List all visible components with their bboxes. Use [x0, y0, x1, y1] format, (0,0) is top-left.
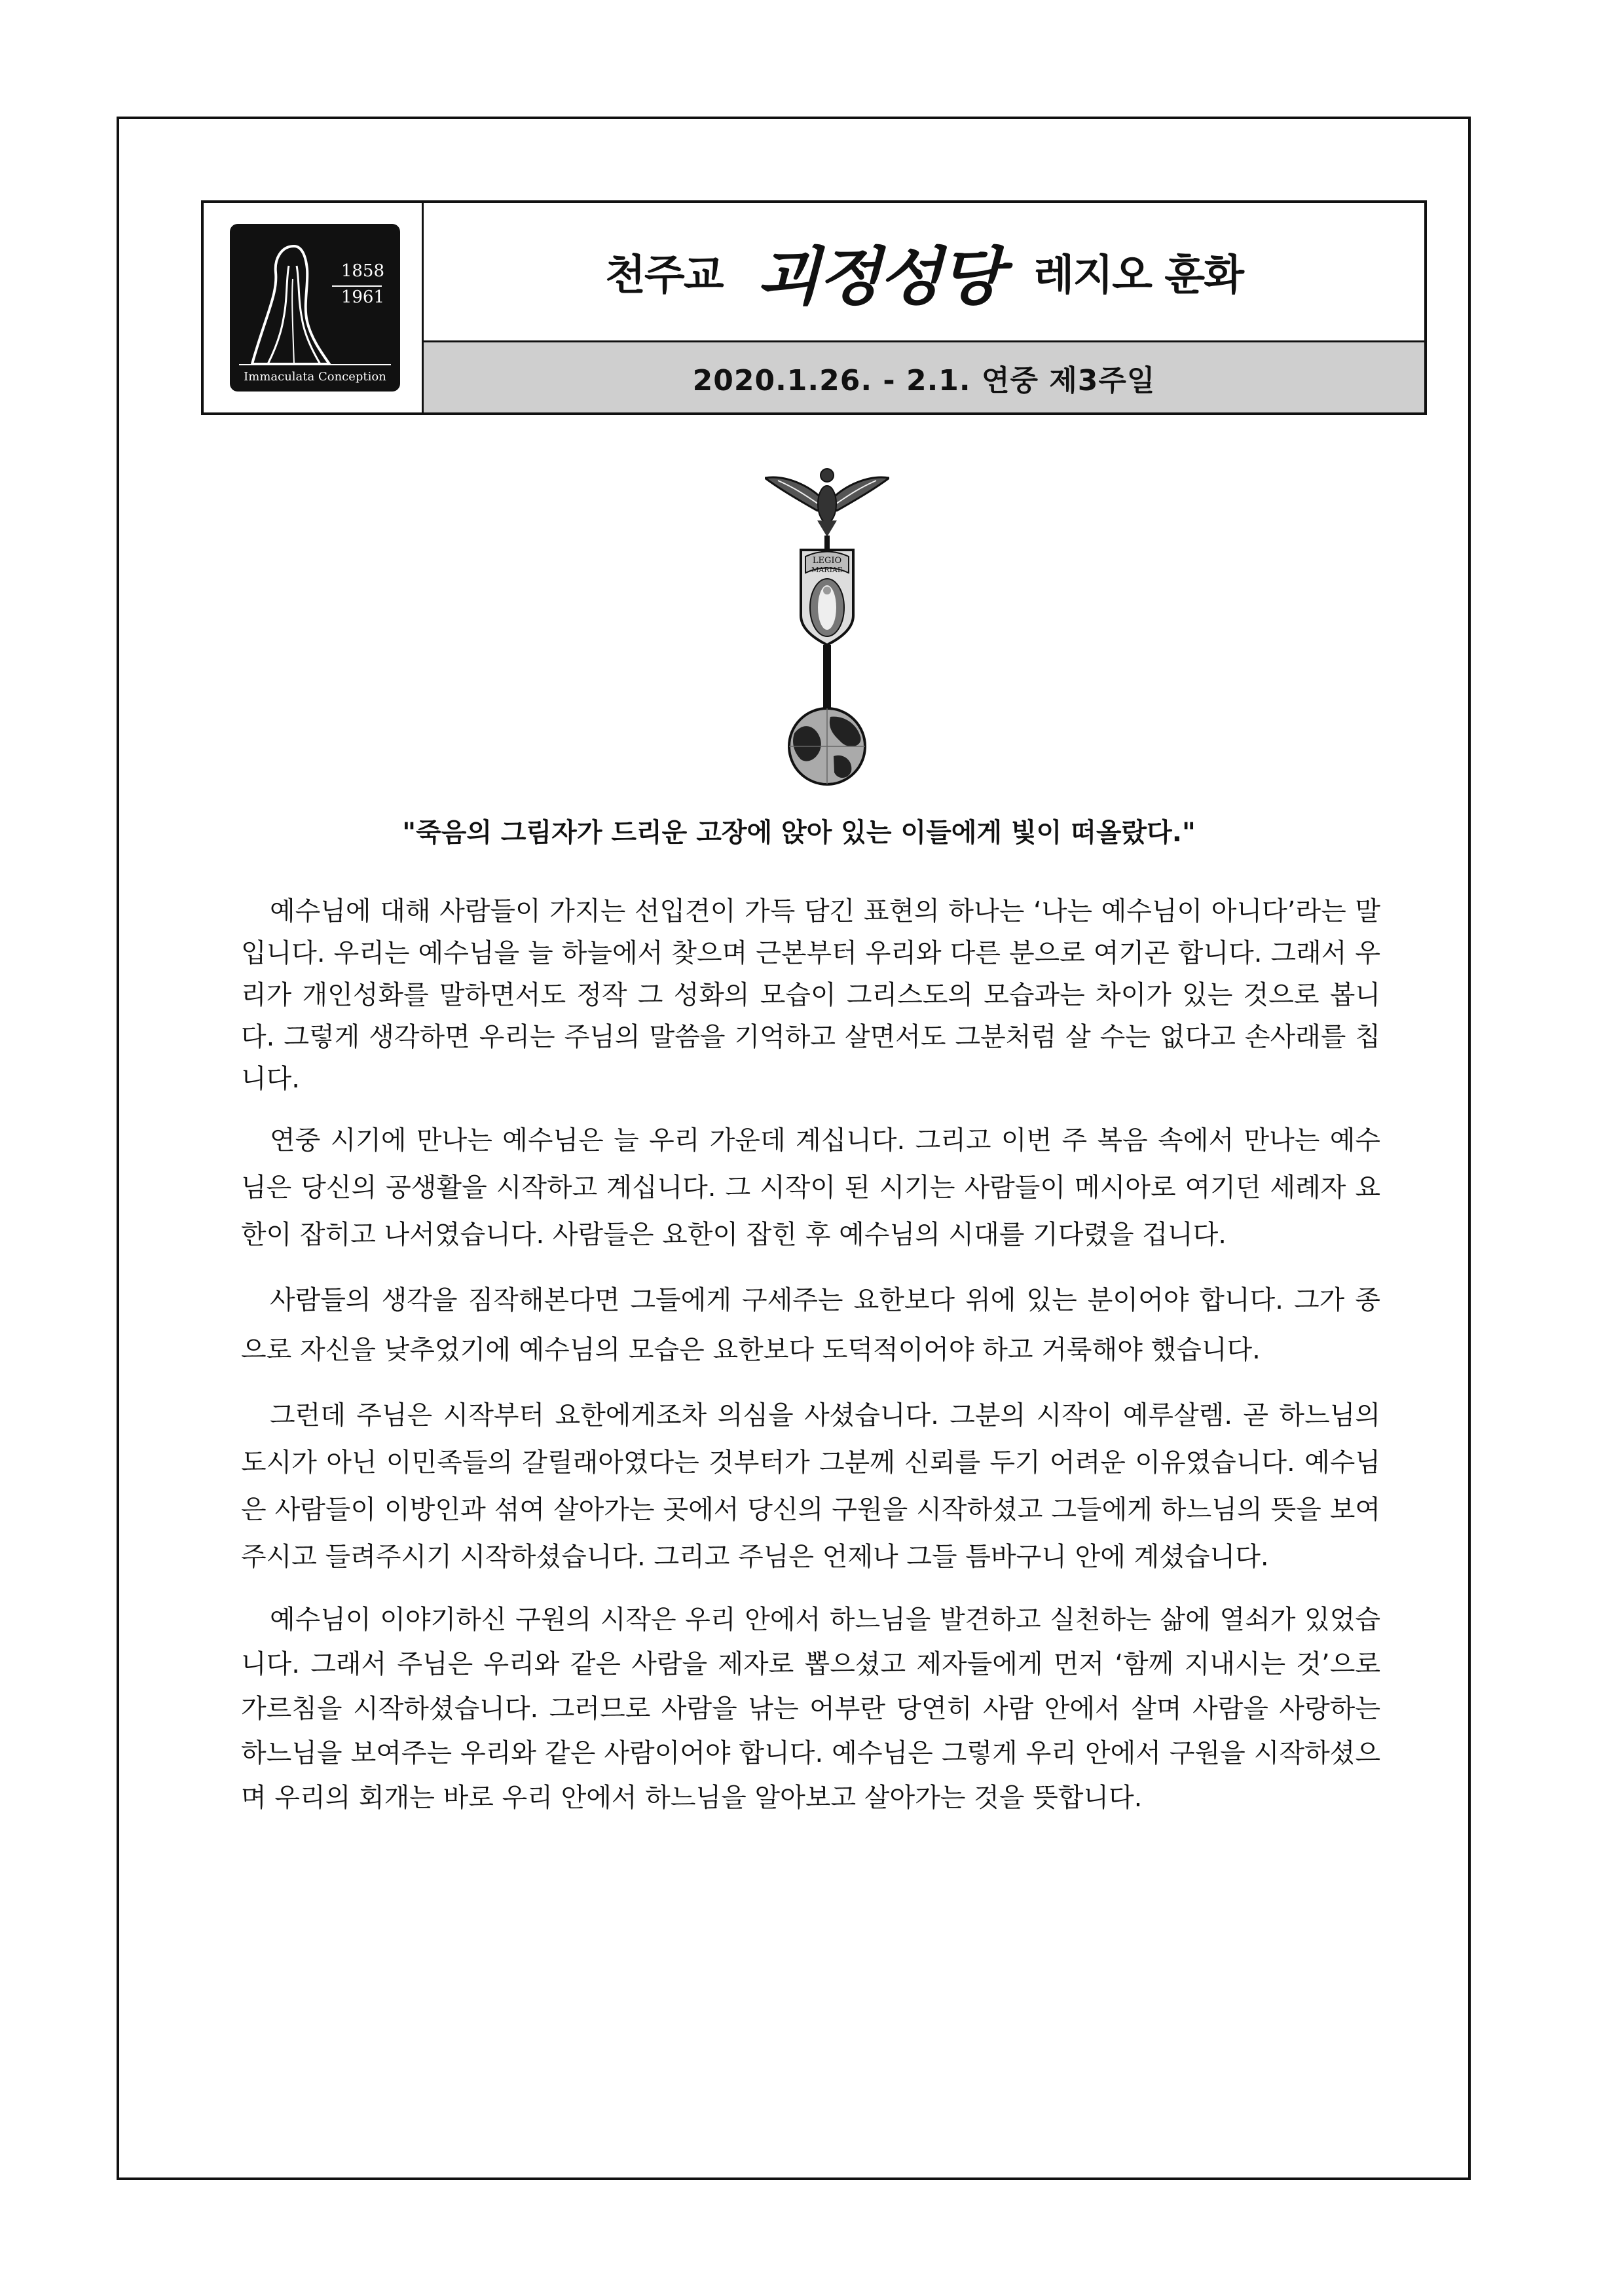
date-bar: 2020.1.26. - 2.1. 연중 제3주일 — [424, 340, 1424, 412]
header-box — [201, 200, 1427, 415]
church-name: 괴정성당 — [756, 239, 1001, 314]
legio-mariae-emblem — [765, 458, 889, 786]
madonna-icon — [248, 240, 333, 371]
legio-mariae-vexillum-icon — [765, 458, 889, 786]
logo-cell — [204, 203, 424, 412]
paragraph-4: 그런데 주님은 시작부터 요한에게조차 의심을 사셨습니다. 그분의 시작이 예루살렘. 곧 하느님의 도시가 아닌 이민족들의 갈릴래아였다는 것부터가 그분께 신뢰를 두기 어려운 이유였습니다. 예수님은 사람들이 이방인과 섞여 살아가는 곳에서 당신의 구원을 시작하셨고 그들에게 하느님의 뜻을 보여주시고 들려주시기 시작하셨습니다. 그리고 주님은 언제나 그들 틈바구니 안에 계셨습니다. — [241, 1400, 1380, 1572]
emblem-bottom-text: MARIAE — [811, 566, 843, 574]
quote: "죽음의 그림자가 드리운 고장에 앉아 있는 이들에게 빛이 떠올랐다." — [402, 818, 1196, 848]
title-suffix: 레지오 훈화 — [1033, 251, 1243, 300]
body-text — [241, 890, 1380, 1837]
paragraph-5: 예수님이 이야기하신 구원의 시작은 우리 안에서 하느님을 발견하고 실천하는 삶에 열쇠가 있었습니다. 그래서 주님은 우리와 같은 사람을 제자로 뽑으셨고 제자들에게 먼저 ‘함께 지내시는 것’으로 가르침을 시작하셨습니다. 그러므로 사람을 낚는 어부란 당연히 사람 안에서 살며 사람을 사랑하는 하느님을 보여주는 우리와 같은 사람이어야 합니다. 예수님은 그렇게 우리 안에서 구원을 시작하셨으며 우리의 회개는 바로 우리 안에서 하느님을 알아보고 살아가는 것을 뜻합니다. — [241, 1605, 1380, 1813]
title-area — [424, 203, 1424, 340]
emblem-top-text: LEGIO — [812, 556, 842, 566]
title-prefix: 천주교 — [605, 251, 723, 300]
paragraph-3: 사람들의 생각을 짐작해본다면 그들에게 구세주는 요한보다 위에 있는 분이어야 합니다. 그가 종으로 자신을 낮추었기에 예수님의 모습은 요한보다 도덕적이어야 하고 거룩해야 했습니다. — [241, 1285, 1380, 1365]
logo-year-end: 1961 — [341, 287, 384, 307]
logo-caption-divider — [239, 364, 391, 365]
logo-year-start: 1858 — [341, 261, 384, 281]
paragraph-2: 연중 시기에 만나는 예수님은 늘 우리 가운데 계십니다. 그리고 이번 주 복음 속에서 만나는 예수님은 당신의 공생활을 시작하고 계십니다. 그 시작이 된 시기는 사람들이 메시아로 여기던 세례자 요한이 잡히고 나서였습니다. 사람들은 요한이 잡힌 후 예수님의 시대를 기다렸을 겁니다. — [241, 1125, 1380, 1250]
logo-year-divider — [332, 285, 382, 287]
paragraph-1: 예수님에 대해 사람들이 가지는 선입견이 가득 담긴 표현의 하나는 ‘나는 예수님이 아니다’라는 말입니다. 우리는 예수님을 늘 하늘에서 찾으며 근본부터 우리와 다른 분으로 여기곤 합니다. 그래서 우리가 개인성화를 말하면서도 정작 그 성화의 모습이 그리스도의 모습과는 차이가 있는 것으로 봅니다. 그렇게 생각하면 우리는 주님의 말씀을 기억하고 살면서도 그분처럼 살 수는 없다고 손사래를 칩니다. — [241, 896, 1380, 1094]
logo-caption: Immaculata Conception — [244, 370, 386, 384]
church-logo — [230, 224, 400, 392]
logo-years — [341, 258, 384, 310]
